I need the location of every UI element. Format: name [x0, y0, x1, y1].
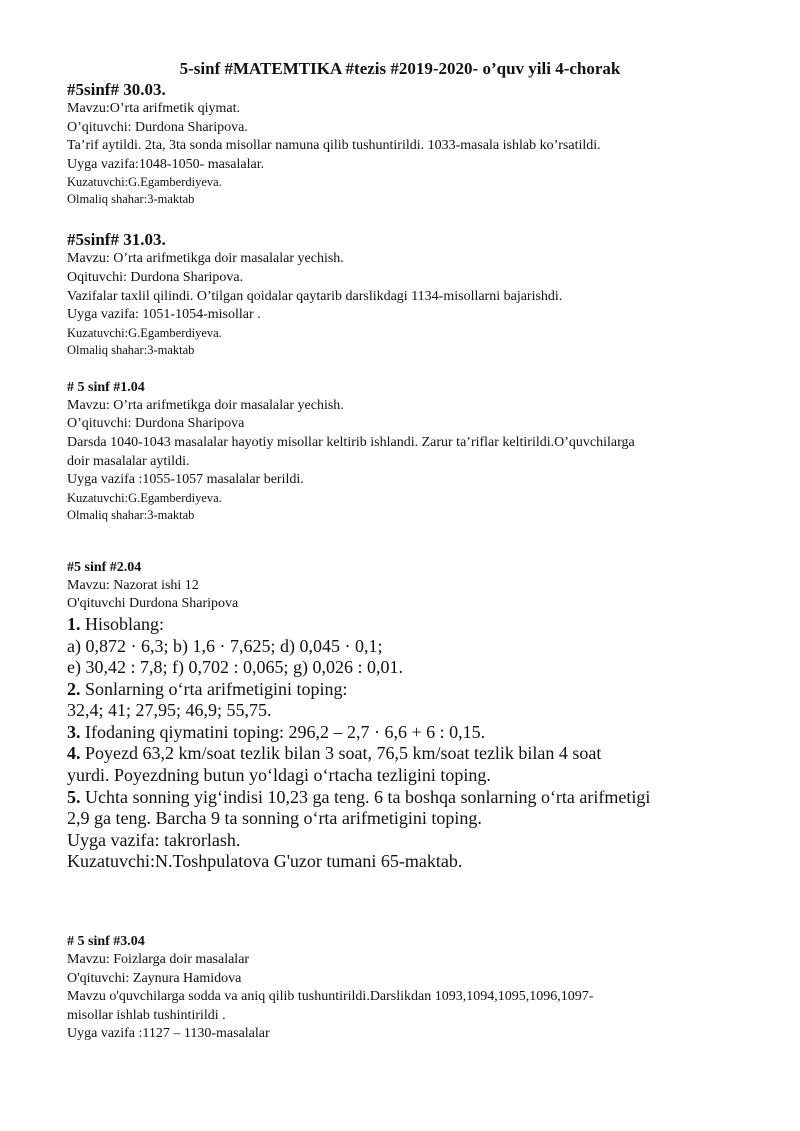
- section-1-04: [67, 379, 733, 524]
- lesson-summary: Ta’rif aytildi. 2ta, 3ta sonda misollar namuna qilib tushuntirildi. 1033-masala ishlab ko’rsatildi.: [67, 138, 601, 154]
- section-heading: #5sinf# 31.03.: [67, 230, 166, 250]
- homework-line: Uyga vazifa:1048-1050- masalalar.: [67, 156, 265, 172]
- school-line: Olmaliq shahar:3-maktab: [67, 192, 195, 207]
- section-heading: # 5 sinf #1.04: [67, 379, 145, 395]
- task-line: a) 0,872 · 6,3; b) 1,6 · 7,625; d) 0,045 · 0,1;: [67, 635, 383, 656]
- lesson-summary: Mavzu o'quvchilarga sodda va aniq qilib tushuntirildi.Darslikdan 1093,1094,1095,1096,1097-: [67, 989, 594, 1005]
- lesson-summary-continued: doir masalalar aytildi.: [67, 453, 190, 469]
- observer-line: Kuzatuvchi:G.Egamberdiyeva.: [67, 490, 222, 505]
- teacher-line: O’qituvchi: Durdona Sharipova.: [67, 119, 248, 135]
- teacher-line: O'qituvchi: Zaynura Hamidova: [67, 970, 242, 986]
- section-heading: #5sinf# 30.03.: [67, 80, 166, 99]
- task-line: 2,9 ga teng. Barcha 9 ta sonning o‘rta arifmetigini toping.: [67, 808, 482, 829]
- section-31-03: [67, 229, 733, 358]
- teacher-line: O’qituvchi: Durdona Sharipova: [67, 416, 245, 432]
- observer-line: Kuzatuvchi:N.Toshpulatova G'uzor tumani 65-maktab.: [67, 851, 463, 872]
- section-3-04: [67, 933, 733, 1044]
- teacher-line: O'qituvchi Durdona Sharipova: [67, 596, 239, 612]
- task-line: e) 30,42 : 7,8; f) 0,702 : 0,065; g) 0,026 : 0,01.: [67, 657, 403, 678]
- teacher-line: Oqituvchi: Durdona Sharipova.: [67, 269, 244, 285]
- section-heading: # 5 sinf #3.04: [67, 934, 145, 950]
- task-line: 2. Sonlarning o‘rta arifmetigini toping:: [67, 678, 348, 699]
- topic-line: Mavzu: Nazorat ishi 12: [67, 577, 199, 593]
- topic-line: Mavzu: O’rta arifmetikga doir masalalar yechish.: [67, 251, 344, 267]
- lesson-summary-continued: misollar ishlab tushintirildi .: [67, 1007, 226, 1023]
- task-line: 5. Uchta sonning yig‘indisi 10,23 ga teng. 6 ta boshqa sonlarning o‘rta arifmetigi: [67, 786, 651, 807]
- section-heading: #5 sinf #2.04: [67, 559, 142, 575]
- document-title: 5-sinf #MATEMTIKA #tezis #2019-2020- o’quv yili 4-chorak: [179, 59, 621, 78]
- section-30-03: [67, 79, 733, 208]
- school-line: Olmaliq shahar:3-maktab: [67, 507, 195, 522]
- lesson-summary: Darsda 1040-1043 masalalar hayotiy misollar keltirib ishlandi. Zarur ta’riflar keltirildi.O’quvchilarga: [67, 434, 635, 450]
- topic-line: Mavzu: Foizlarga doir masalalar: [67, 952, 250, 968]
- homework-line: Uyga vazifa :1055-1057 masalalar berildi.: [67, 472, 304, 488]
- homework-line: Uyga vazifa :1127 – 1130-masalalar: [67, 1026, 270, 1042]
- observer-line: Kuzatuvchi:G.Egamberdiyeva.: [67, 325, 222, 340]
- task-line: 3. Ifodaning qiymatini toping: 296,2 – 2,7 · 6,6 + 6 : 0,15.: [67, 721, 486, 742]
- homework-line: Uyga vazifa: 1051-1054-misollar .: [67, 307, 261, 323]
- section-2-04: [67, 559, 733, 873]
- document-page: [67, 58, 733, 1044]
- task-line: 1. Hisoblang:: [67, 613, 164, 634]
- school-line: Olmaliq shahar:3-maktab: [67, 342, 195, 357]
- task-line: yurdi. Poyezdning butun yo‘ldagi o‘rtacha tezligini toping.: [67, 765, 491, 786]
- topic-line: Mavzu:O’rta arifmetik qiymat.: [67, 101, 240, 116]
- homework-line: Uyga vazifa: takrorlash.: [67, 829, 241, 850]
- task-line: 32,4; 41; 27,95; 46,9; 55,75.: [67, 700, 272, 721]
- task-line: 4. Poyezd 63,2 km/soat tezlik bilan 3 soat, 76,5 km/soat tezlik bilan 4 soat: [67, 743, 602, 764]
- observer-line: Kuzatuvchi:G.Egamberdiyeva.: [67, 175, 222, 190]
- lesson-summary: Vazifalar taxlil qilindi. O’tilgan qoidalar qaytarib darslikdagi 1134-misollarni bajarishdi.: [67, 288, 563, 304]
- topic-line: Mavzu: O’rta arifmetikga doir masalalar yechish.: [67, 397, 344, 413]
- task-list: [67, 614, 733, 873]
